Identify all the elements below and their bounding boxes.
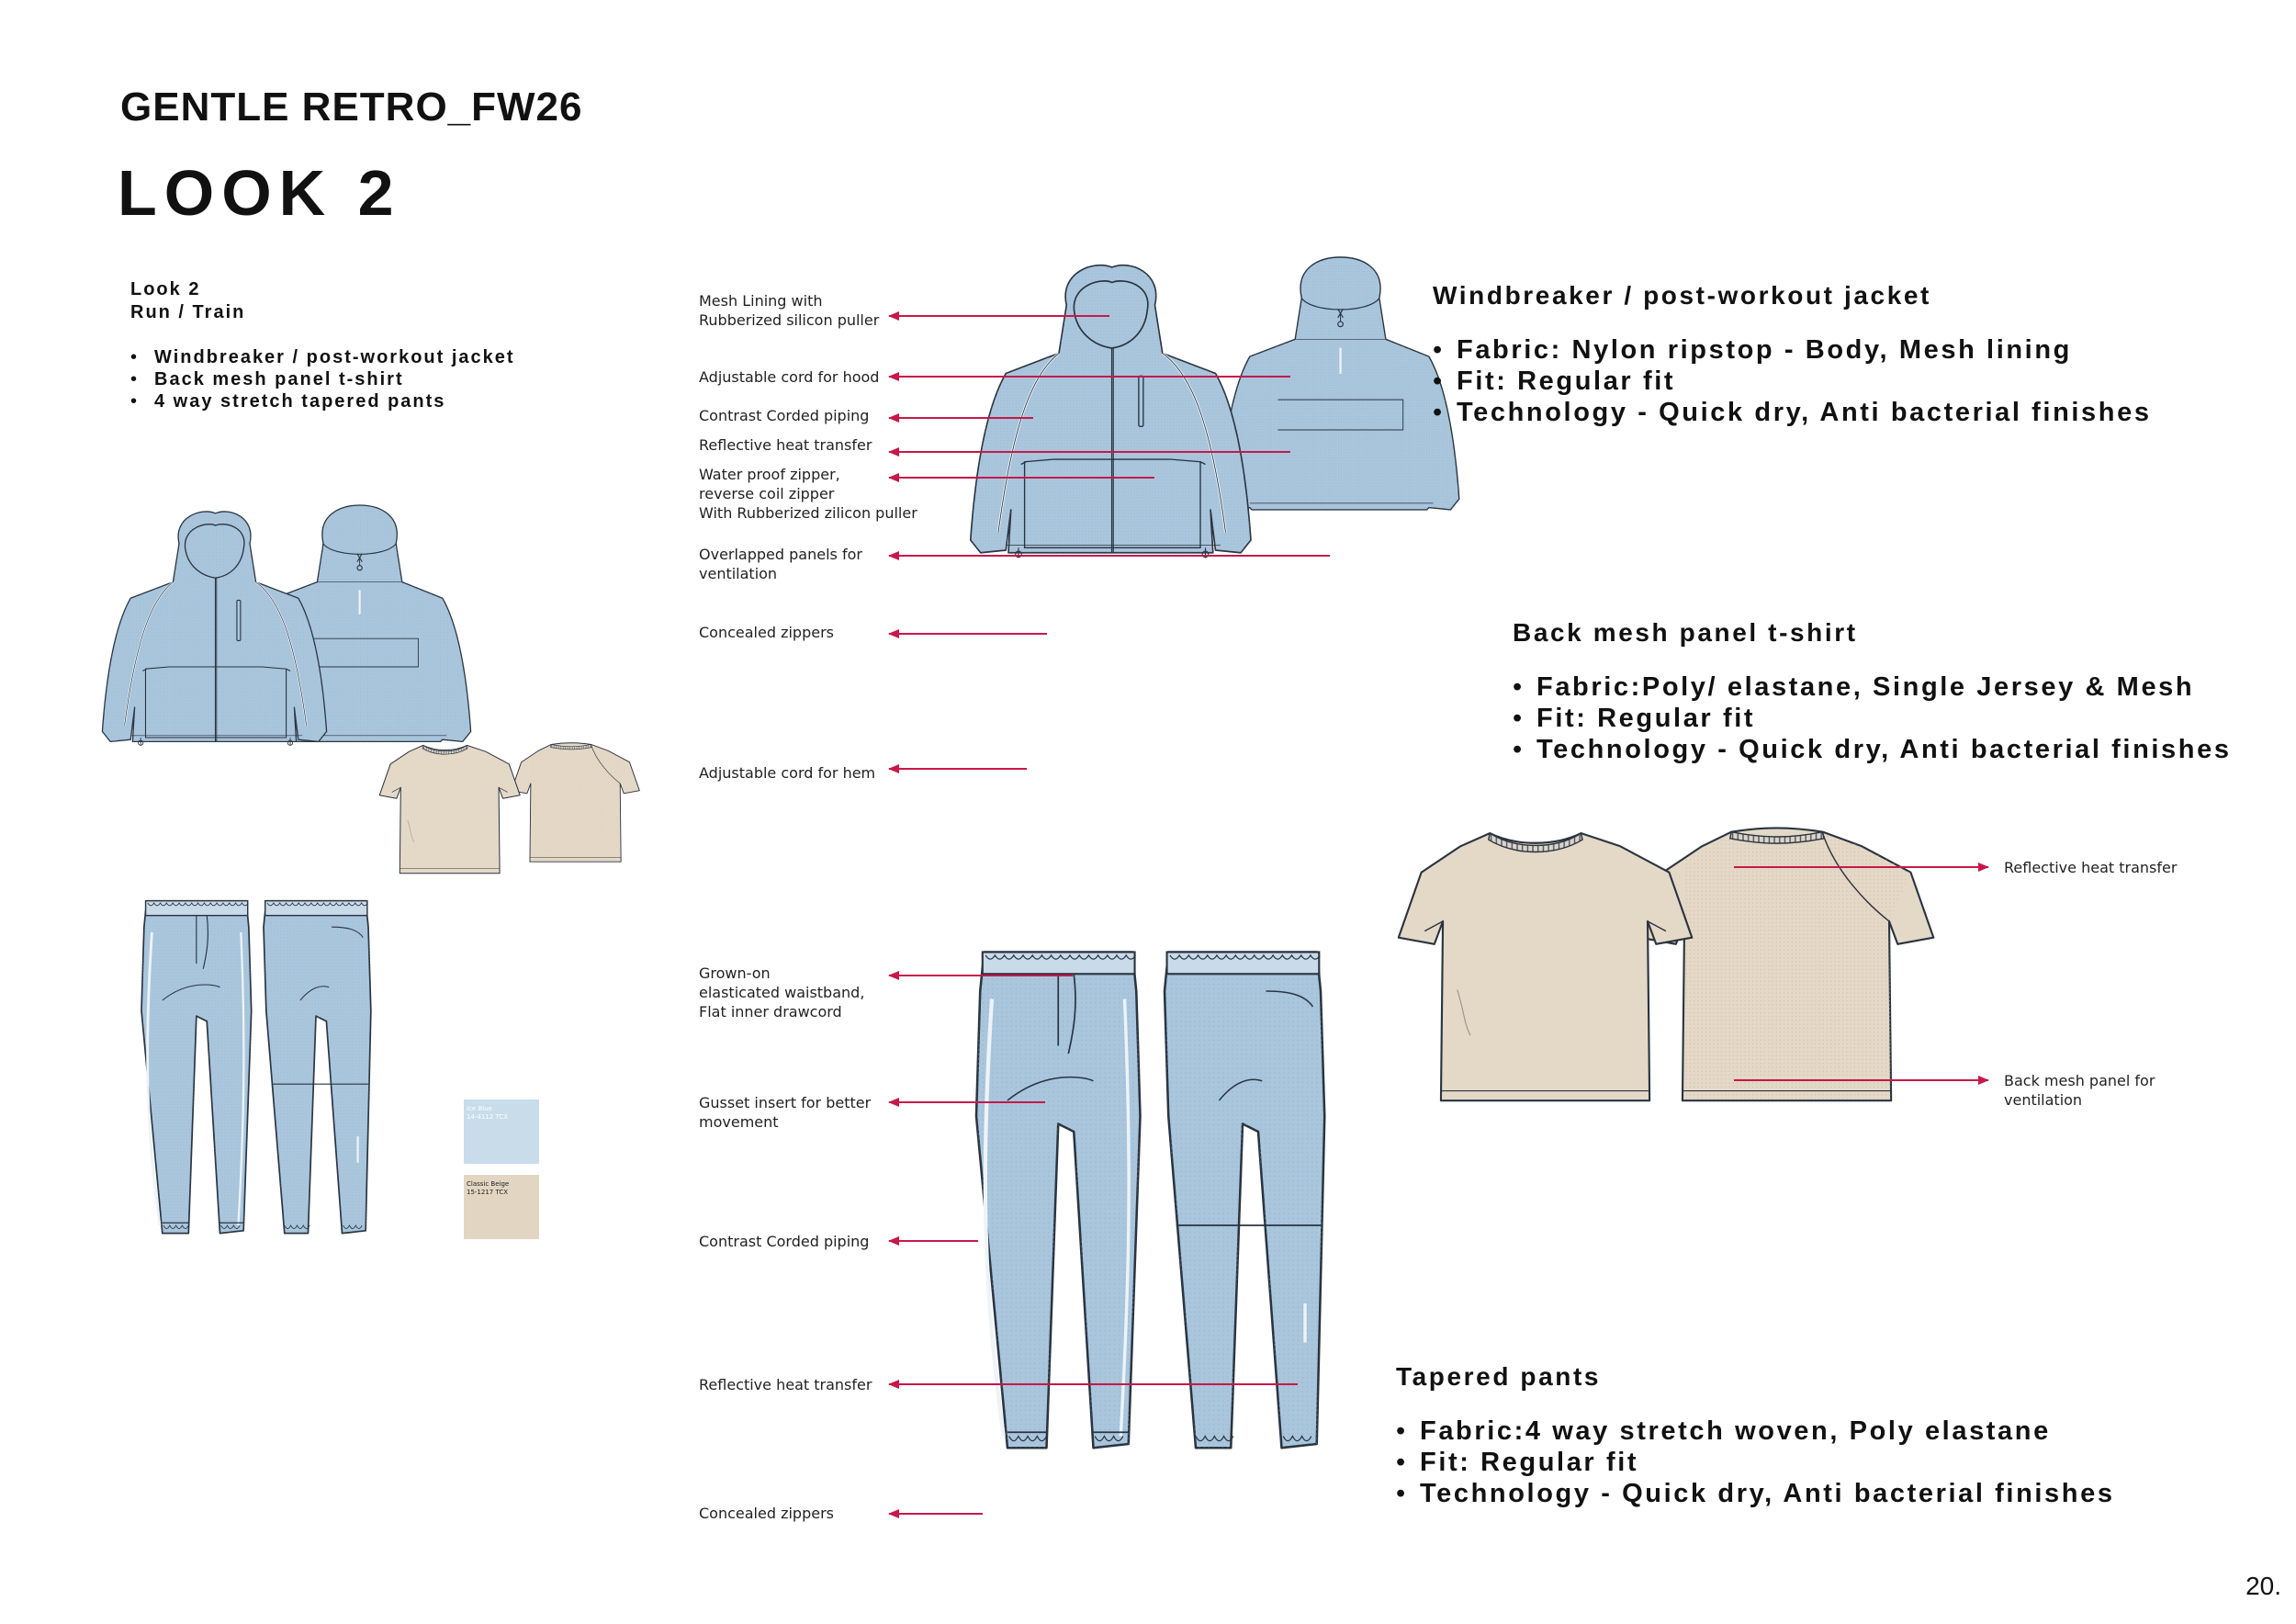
color-swatch-blue (464, 1100, 539, 1164)
summary-item: • 4 way stretch tapered pants (130, 390, 515, 412)
swatch-name: Classic Beige (467, 1180, 510, 1188)
pants-spec-title: Tapered pants (1396, 1362, 1602, 1391)
brand-title: GENTLE RETRO_FW26 (120, 85, 583, 130)
color-swatch-beige (464, 1175, 539, 1239)
jacket-callout-hood-cord: Adjustable cord for hood (699, 368, 880, 386)
pants-callout-waistband: Grown-on elasticated waistband, Flat inner drawcord (699, 964, 865, 1021)
tshirt-spec (1513, 618, 2232, 765)
jacket-front-flat (971, 265, 1251, 558)
jacket-spec-item: • Fit: Regular fit (1433, 366, 2152, 397)
pants-spec-item: • Fit: Regular fit (1396, 1447, 2115, 1478)
jacket-callout-piping: Contrast Corded piping (699, 407, 870, 424)
tee-back-flat (1640, 828, 1934, 1100)
summary-list (130, 346, 515, 412)
jacket-spec-item: • Fabric: Nylon ripstop - Body, Mesh lining (1433, 334, 2152, 366)
jacket-callout-concealed-zippers: Concealed zippers (699, 624, 834, 641)
summary-item: • Windbreaker / post-workout jacket (130, 346, 515, 368)
summary-item: • Back mesh panel t-shirt (130, 368, 515, 390)
pants-spec-item: • Technology - Quick dry, Anti bacterial finishes (1396, 1478, 2115, 1509)
jacket-callout-zipper: Water proof zipper, reverse coil zipper With Rubberized zilicon puller (699, 466, 917, 522)
tshirt-spec-item: • Fit: Regular fit (1513, 703, 2232, 734)
pants-callout-piping: Contrast Corded piping (699, 1233, 870, 1250)
swatch-code: 15-1217 TCX (467, 1189, 509, 1196)
jacket-back-flat (1220, 257, 1459, 510)
pants-callout-reflective: Reflective heat transfer (699, 1376, 872, 1393)
thumb-jacket-front (102, 512, 326, 746)
look-summary (130, 278, 515, 412)
thumb-tee-back (512, 743, 640, 863)
pants-callout-concealed-zippers: Concealed zippers (699, 1505, 834, 1522)
jacket-callout-panels: Overlapped panels for ventilation (699, 546, 862, 582)
look-title: LOOK 2 (118, 157, 401, 229)
tee-front-flat (1399, 833, 1693, 1100)
tshirt-spec-item: • Fabric:Poly/ elastane, Single Jersey & Mesh (1513, 671, 2232, 703)
page-number: 20. (2245, 1572, 2281, 1600)
jacket-callout-hem-cord: Adjustable cord for hem (699, 764, 876, 782)
thumb-tee-front (379, 745, 520, 873)
pants-back-flat (1165, 953, 1324, 1449)
swatch-name: Ice Blue (467, 1105, 492, 1112)
pants-spec (1396, 1362, 2115, 1509)
jacket-callout-reflective: Reflective heat transfer (699, 436, 872, 454)
jacket-callout-mesh-lining: Mesh Lining with Rubberized silicon puller (699, 292, 880, 329)
tshirt-callout-mesh-panel: Back mesh panel for ventilation (2004, 1072, 2155, 1109)
jacket-spec-title: Windbreaker / post-workout jacket (1433, 281, 1931, 310)
thumb-pants-front (141, 901, 252, 1234)
tshirt-spec-item: • Technology - Quick dry, Anti bacterial finishes (1513, 734, 2232, 765)
tshirt-spec-title: Back mesh panel t-shirt (1513, 618, 1858, 647)
pants-spec-item: • Fabric:4 way stretch woven, Poly elastane (1396, 1415, 2115, 1447)
pants-front-flat (976, 953, 1141, 1449)
jacket-spec-item: • Technology - Quick dry, Anti bacterial finishes (1433, 397, 2152, 428)
thumb-pants-back (264, 901, 371, 1234)
swatch-code: 14-4112 TCX (467, 1113, 509, 1121)
tshirt-callout-reflective: Reflective heat transfer (2004, 859, 2178, 876)
pants-callout-gusset: Gusset insert for better movement (699, 1094, 872, 1131)
summary-look: Look 2 (130, 279, 201, 299)
summary-category: Run / Train (130, 302, 246, 322)
jacket-spec (1433, 281, 2152, 428)
